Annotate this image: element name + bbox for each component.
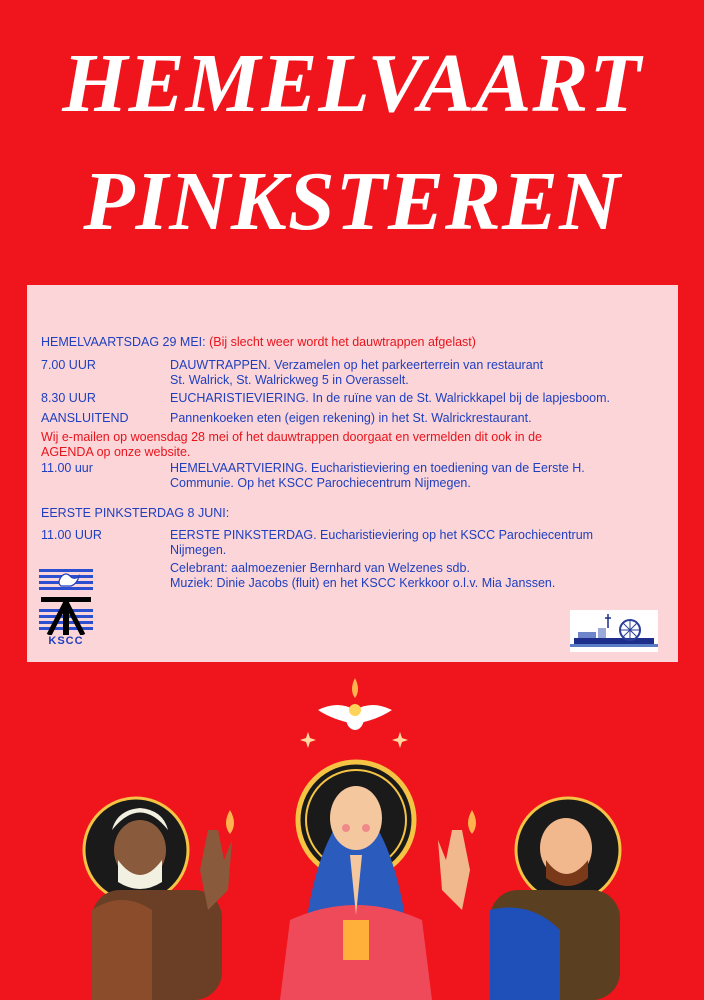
row-4-desc-line-1: HEMELVAARTVIERING. Eucharistieviering en toediening van de Eerste H. xyxy=(170,461,585,475)
notice-line-2: AGENDA op onze website. xyxy=(41,445,191,459)
ship-icon xyxy=(570,610,658,652)
row-3-time: AANSLUITEND xyxy=(41,411,129,425)
row-1-desc-line-2: St. Walrick, St. Walrickweg 5 in Overasselt. xyxy=(170,373,409,387)
muziek: Muziek: Dinie Jacobs (fluit) en het KSCC Kerkkoor o.l.v. Mia Janssen. xyxy=(170,576,556,590)
pinksteren-time: 11.00 UUR xyxy=(41,528,102,542)
kscc-logo-label: KSCC xyxy=(48,635,84,647)
left-saint-figure xyxy=(84,798,234,1000)
pentecost-illustration xyxy=(0,670,704,1000)
row-4-desc-line-2: Communie. Op het KSCC Parochiecentrum Nijmegen. xyxy=(170,476,471,490)
title-line-2: PINKSTEREN xyxy=(83,155,621,248)
row-4-time: 11.00 uur xyxy=(41,461,93,475)
title-line-1: HEMELVAART xyxy=(62,37,642,130)
mary-figure xyxy=(280,762,432,1000)
dove-icon xyxy=(318,678,392,730)
celebrant: Celebrant: aalmoezenier Bernhard van Welzenes sdb. xyxy=(170,561,470,575)
right-saint-figure xyxy=(438,798,620,1000)
pinksteren-desc-line-1: EERSTE PINKSTERDAG. Eucharistieviering op het KSCC Parochiecentrum xyxy=(170,528,594,542)
ship-illustration xyxy=(570,610,658,652)
pinksteren-desc-line-2: Nijmegen. xyxy=(170,543,227,557)
notice-line-1: Wij e-mailen op woensdag 28 mei of het dauwtrappen doorgaat en vermelden dit ook in de xyxy=(41,430,543,444)
pinksteren-heading: EERSTE PINKSTERDAG 8 JUNI: xyxy=(41,506,230,520)
row-1-time: 7.00 UUR xyxy=(41,358,96,372)
hemelvaart-heading-line xyxy=(41,335,661,350)
row-2-desc: EUCHARISTIEVIERING. In de ruïne van de St. Walrickkapel bij de lapjesboom. xyxy=(170,391,610,405)
row-2-time: 8.30 UUR xyxy=(41,391,96,405)
row-1-desc-line-1: DAUWTRAPPEN. Verzamelen op het parkeerterrein van restaurant xyxy=(170,358,544,372)
sparkle-icon xyxy=(392,732,408,748)
row-3-desc: Pannenkoeken eten (eigen rekening) in het St. Walrickrestaurant. xyxy=(170,411,532,425)
sparkle-icon xyxy=(300,732,316,748)
kscc-logo xyxy=(39,569,93,653)
hemelvaart-heading: HEMELVAARTSDAG 29 MEI: xyxy=(41,335,206,349)
weather-warning: (Bij slecht weer wordt het dauwtrappen afgelast) xyxy=(209,335,476,349)
schedule-panel xyxy=(27,285,678,662)
kscc-logo-icon xyxy=(39,569,93,635)
